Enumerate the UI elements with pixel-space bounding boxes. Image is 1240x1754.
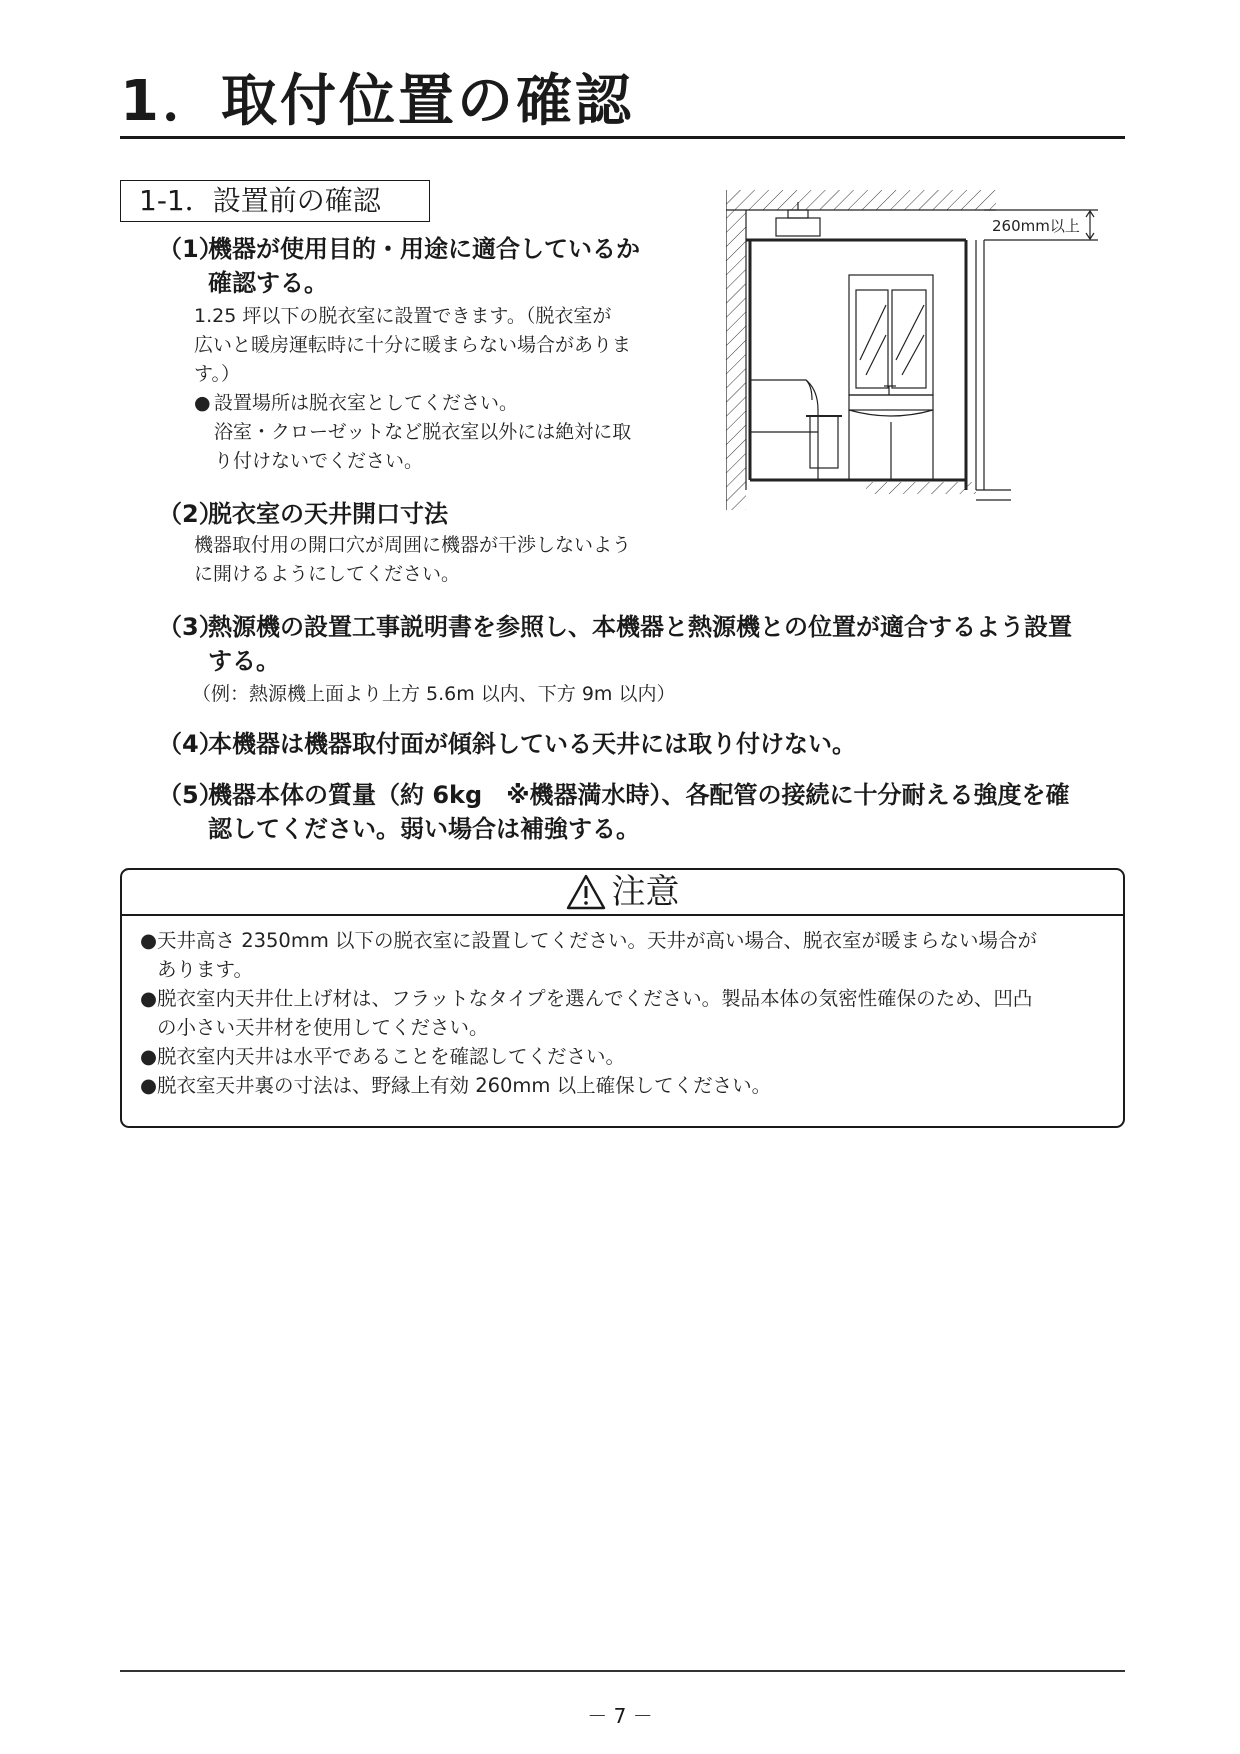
page-title: 1．取付位置の確認 [120, 69, 634, 134]
body-line: 広いと暖房運転時に十分に暖まらない場合がありま [194, 334, 632, 356]
bullet-mark: ● [140, 1074, 158, 1097]
footer-rule [120, 1670, 1125, 1672]
item-title-continued: 認してください。弱い場合は補強する。 [208, 815, 640, 843]
caution-item [140, 1042, 1109, 1071]
item-4 [158, 727, 856, 761]
caution-item [140, 1071, 1109, 1100]
item-2 [158, 497, 631, 589]
body-line: 機器取付用の開口穴が周囲に機器が干渉しないよう [194, 534, 632, 556]
body-line: す。） [194, 363, 240, 385]
installation-figure [726, 190, 1122, 524]
item-3 [158, 610, 1072, 709]
dimension-label: 260mm以上 [992, 217, 1080, 235]
item-title: 脱衣室の天井開口寸法 [208, 500, 448, 528]
caution-text: 脱衣室内天井仕上げ材は、フラットなタイプを選んでください。製品本体の気密性確保のため、凹凸 [157, 987, 1033, 1010]
item-title: 熱源機の設置工事説明書を参照し、本機器と熱源機との位置が適合するよう設置 [208, 613, 1072, 641]
bullet-text: 浴室・クローゼットなど脱衣室以外には絶対に取 [214, 421, 632, 443]
body-line: 1.25 坪以下の脱衣室に設置できます。（脱衣室が [194, 305, 612, 327]
bullet-mark: ● [140, 1045, 158, 1068]
item-5 [158, 778, 1070, 846]
bullet-mark: ● [194, 392, 211, 414]
bullet-text: り付けないでください。 [214, 450, 424, 472]
caution-text: あります。 [157, 958, 253, 981]
caution-text: 天井高さ 2350mm 以下の脱衣室に設置してください。天井が高い場合、脱衣室が暖まらない場合が [157, 929, 1038, 952]
caution-list [140, 926, 1109, 1100]
item-title-continued: する。 [208, 647, 280, 675]
title-underline [120, 136, 1125, 139]
dressing-room-diagram [726, 190, 1122, 520]
item-1 [158, 232, 640, 476]
caution-header [122, 870, 1123, 916]
item-title: 本機器は機器取付面が傾斜している天井には取り付けない。 [208, 730, 856, 758]
caution-title: 注意 [611, 872, 680, 912]
item-number: （5） [158, 781, 223, 809]
caution-text: の小さい天井材を使用してください。 [157, 1016, 489, 1039]
bullet-text: 設置場所は脱衣室としてください。 [214, 392, 519, 414]
section-heading: 1-1．設置前の確認 [120, 180, 430, 222]
caution-item [140, 926, 1109, 955]
caution-item [140, 984, 1109, 1013]
bullet-mark: ● [140, 929, 158, 952]
item-title-continued: 確認する。 [208, 269, 328, 297]
item-number: （1） [158, 235, 223, 263]
item-number: （3） [158, 613, 223, 641]
item-number: （2） [158, 500, 223, 528]
caution-text: 脱衣室内天井は水平であることを確認してください。 [157, 1045, 626, 1068]
body-line: （例：熱源機上面より上方 5.6m 以内、下方 9m 以内） [192, 683, 676, 705]
item-title: 機器が使用目的・用途に適合しているか [208, 235, 640, 263]
item-number: （4） [158, 730, 223, 758]
item-title: 機器本体の質量（約 6kg ※機器満水時）、各配管の接続に十分耐える強度を確 [208, 781, 1070, 809]
bullet-mark: ● [140, 987, 158, 1010]
caution-text: 脱衣室天井裏の寸法は、野縁上有効 260mm 以上確保してください。 [157, 1074, 772, 1097]
body-line: に開けるようにしてください。 [194, 563, 461, 585]
warning-triangle-icon [566, 874, 606, 910]
page-number: － 7 － [587, 1704, 653, 1728]
caution-box [120, 868, 1125, 1128]
